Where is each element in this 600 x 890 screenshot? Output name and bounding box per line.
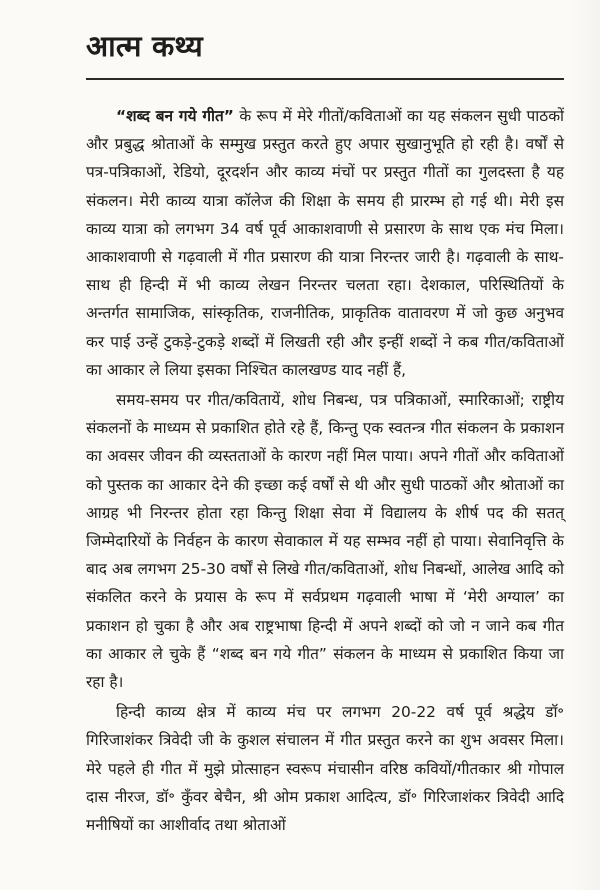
title-divider <box>86 78 564 80</box>
paragraph-3: हिन्दी काव्य क्षेत्र में काव्य मंच पर लगभग 20-22 वर्ष पूर्व श्रद्धेय डॉ॰ गिरिजाशंकर त्रिवेदी जी के कुशल संचालन में गीत प्रस्तुत करने का शुभ अवसर मिला। मेरे पहले ही गीत में मुझे प्रोत्साहन स्वरूप मंचासीन वरिष्ठ कवियों/गीतकार श्री गोपाल दास नीरज, डॉ॰ कुँवर बेचैन, श्री ओम प्रकाश आदित्य, डॉ॰ गिरिजाशंकर त्रिवेदी आदि मनीषियों का आशीर्वाद तथा श्रोताओं <box>86 703 564 835</box>
paragraph-1-text: के रूप में मेरे गीतों/कविताओं का यह संकलन सुधी पाठकों और प्रबुद्ध श्रोताओं के सम्मुख प्रस्तुत करते हुए अपार सुखानुभूति हो रही है। वर्षों से पत्र-पत्रिकाओं, रेडियो, दूरदर्शन और काव्य मंचों पर प्रस्तुत गीतों का गुलदस्ता है यह संकलन। मेरी काव्य यात्रा कॉलेज की शिक्षा के समय ही प्रारम्भ हो गई थी। मेरी इस काव्य यात्रा को लगभग 34 वर्ष पूर्व आकाशवाणी से प्रसारण के साथ एक मंच मिला। आकाशवाणी से गढ़वाली में गीत प्रसारण की यात्रा निरन्तर जारी है। गढ़वाली के साथ-साथ ही हिन्दी में भी काव्य लेखन निरन्तर चलता रहा। देशकाल, परिस्थितियों के अन्तर्गत सामाजिक, सांस्कृतिक, राजनीतिक, प्राकृतिक वातावरण में जो कुछ अनुभव कर पाई उन्हें टुकड़े-टुकड़े शब्दों में लिखती रही और इन्हीं शब्दों ने कब गीत/कविताओं का आकार ले लिया इसका निश्चित कालखण्ड याद नहीं हैं, <box>86 107 565 379</box>
paragraph-2: समय-समय पर गीत/कवितायें, शोध निबन्ध, पत्र पत्रिकाओं, स्मारिकाओं; राष्ट्रीय संकलनों के माध्यम से प्रकाशित होते रहे हैं, किन्तु एक स्वतन्त्र गीत संकलन के प्रकाशन का अवसर जीवन की व्यस्तताओं के कारण नहीं मिल पाया। अपने गीतों और कविताओं को पुस्तक का आकार देने की इच्छा कई वर्षों से थी और सुधी पाठकों और श्रोताओं का आग्रह भी निरन्तर होता रहा किन्तु शिक्षा सेवा में विद्यालय के शीर्ष पद की सतत् जिम्मेदारियों के निर्वहन के कारण सेवाकाल में यह सम्भव नहीं हो पाया। सेवानिवृत्ति के बाद अब लगभग 25-30 वर्षों से लिखे गीत/कविताओं, शोध निबन्धों, आलेख आदि को संकलित करने के प्रयास के रूप में सर्वप्रथम गढ़वाली भाषा में ‘मेरी अग्याल’ का प्रकाशन हो चुका है और अब राष्ट्रभाषा हिन्दी में अपने शब्दों को जो न जाने कब गीत का आकार ले चुके हैं “शब्द बन गये गीत” संकलन के माध्यम से प्रकाशित किया जा रहा है। <box>86 391 564 692</box>
paragraph-1 <box>86 102 564 384</box>
page-title: आत्म कथ्य <box>86 29 203 63</box>
book-title-quote: “शब्द बन गये गीत” <box>116 107 234 125</box>
page-edge-shading <box>570 0 600 890</box>
